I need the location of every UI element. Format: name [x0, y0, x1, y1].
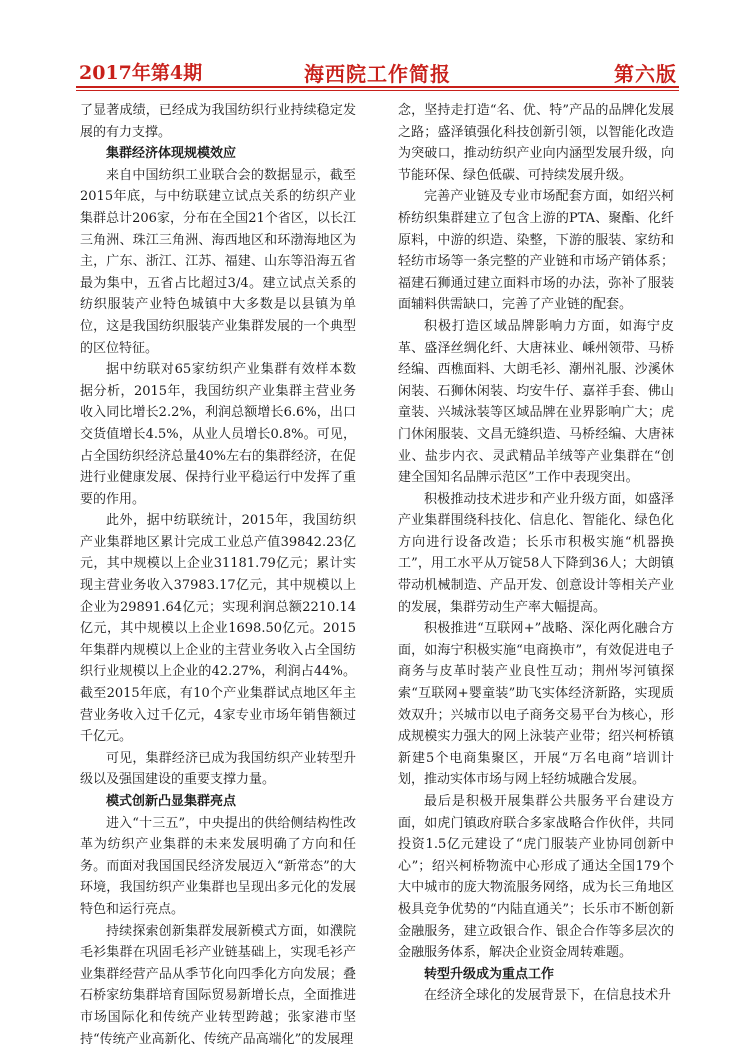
paragraph: 持续探索创新集群发展新模式方面，如濮院毛衫集群在巩固毛衫产业链基础上，实现毛衫产业集群经营产品从季节化向四季化方向发展；叠石桥家纺集群培育国际贸易新增长点，全面推进市场国际化和传统产业转型跨越；张家港市坚持“传统产业高新化、传统产品高端化”的发展理	[80, 923, 356, 1047]
issue-label: 2017年第4期	[79, 62, 203, 84]
right-column	[398, 100, 674, 1007]
paragraph: 积极打造区域品牌影响力方面，如海宁皮革、盛泽丝绸化纤、大唐袜业、嵊州领带、马桥经编、西樵面料、大朗毛衫、潮州礼服、沙溪休闲装、石狮休闲装、均安牛仔、嘉祥手套、佛山童装、兴城泳装等区域品牌在业界影响广大；虎门休闲服装、文昌无缝织造、马桥经编、大唐袜业、盐步内衣、灵武精品羊绒等产业集群在“创建全国知名品牌示范区”工作中表现突出。	[398, 318, 674, 486]
page-number-label: 第六版	[614, 62, 677, 86]
paragraph: 据中纺联对65家纺织产业集群有效样本数据分析，2015年，我国纺织产业集群主营业务收入同比增长2.2%，利润总额增长6.6%，出口交货值增长4.5%，从业人员增长0.8%。可见，占全国纺织经济总量40%左右的集群经济，在促进行业健康发展、保持行业平稳运行中发挥了重要的作用。	[80, 362, 356, 507]
header-rule-thick	[76, 86, 679, 88]
paragraph: 进入“十三五”，中央提出的供给侧结构性改革为纺织产业集群的未来发展明确了方向和任务。而面对我国国民经济发展迈入“新常态”的大环境，我国纺织产业集群也呈现出多元化的发展特色和运行亮点。	[80, 815, 356, 917]
publication-title: 海西院工作简报	[304, 62, 451, 86]
paragraph: 念，坚持走打造“名、优、特”产品的品牌化发展之路；盛泽镇强化科技创新引领，以智能化改造为突破口，推动纺织产业向内涵型发展升级，向节能环保、绿色低碳、可持续发展升级。	[398, 103, 674, 183]
header-rule-thin	[76, 90, 679, 91]
page-header	[76, 58, 679, 86]
section-heading: 集群经济体现规模效应	[106, 146, 237, 162]
section-heading: 转型升级成为重点工作	[424, 966, 555, 982]
paragraph: 此外，据中纺联统计，2015年，我国纺织产业集群地区累计完成工业总产值39842.23亿元，其中规模以上企业31181.79亿元；累计实现主营业务收入37983.17亿元，其中规模以上企业为29891.64亿元；实现利润总额2210.14亿元，其中规模以上企业1698.50亿元。2015年集群内规模以上企业的主营业务收入占全国纺织行业规模以上企业的42.27%，利润占44%。截至2015年底，有10个产业集群试点地区年主营业务收入过千亿元，4家专业市场年销售额过千亿元。	[80, 513, 356, 745]
left-column	[80, 100, 356, 1050]
paragraph: 积极推进“互联网+”战略、深化两化融合方面，如海宁积极实施“电商换市”，有效促进电子商务与皮革时装产业良性互动；荆州岑河镇探索“互联网+婴童装”助飞实体经济新路，实现质效双升；兴城市以电子商务交易平台为核心，形成规模实力强大的网上泳装产业带；绍兴柯桥镇新建5个电商集聚区，开展“万名电商”培训计划，推动实体市场与网上轻纺城融合发展。	[398, 621, 674, 788]
paragraph: 在经济全球化的发展背景下，在信息技术升	[424, 988, 672, 1004]
paragraph: 积极推动技术进步和产业升级方面，如盛泽产业集群围绕科技化、信息化、智能化、绿色化方向进行设备改造；长乐市积极实施“机器换工”，用工水平从万锭58人下降到36人；大朗镇带动机械制造、产品开发、创意设计等相关产业的发展，集群劳动生产率大幅提高。	[398, 491, 674, 615]
paragraph: 来自中国纺织工业联合会的数据显示，截至2015年底，与中纺联建立试点关系的纺织产业集群总计206家，分布在全国21个省区，以长江三角洲、珠江三角洲、海西地区和环渤海地区为主，广东、浙江、江苏、福建、山东等沿海五省最为集中，五省占比超过3/4。建立试点关系的纺织服装产业特色城镇中大多数是以县镇为单位，这是我国纺织服装产业集群发展的一个典型的区位特征。	[80, 167, 356, 356]
paragraph: 最后是积极开展集群公共服务平台建设方面，如虎门镇政府联合多家战略合作伙伴，共同投资1.5亿元建设了“虎门服装产业协同创新中心”；绍兴柯桥物流中心形成了通达全国179个大中城市的庞大物流服务网络，成为长三角地区极具竞争优势的“内陆直通关”；长乐市不断创新金融服务，建立政银合作、银企合作等多层次的金融服务体系，解决企业资金周转难题。	[398, 794, 674, 961]
paragraph: 了显著成绩，已经成为我国纺织行业持续稳定发展的有力支撑。	[80, 103, 356, 140]
paragraph: 完善产业链及专业市场配套方面，如绍兴柯桥纺织集群建立了包含上游的PTA、聚酯、化纤原料，中游的织造、染整，下游的服装、家纺和轻纺市场等一条完整的产业链和市场产销体系；福建石狮通过建立面料市场的办法，弥补了服装面辅料供需缺口，完善了产业链的配套。	[398, 189, 674, 313]
paragraph: 可见，集群经济已成为我国纺织产业转型升级以及强国建设的重要支撑力量。	[80, 750, 356, 788]
section-heading: 模式创新凸显集群亮点	[106, 794, 237, 809]
